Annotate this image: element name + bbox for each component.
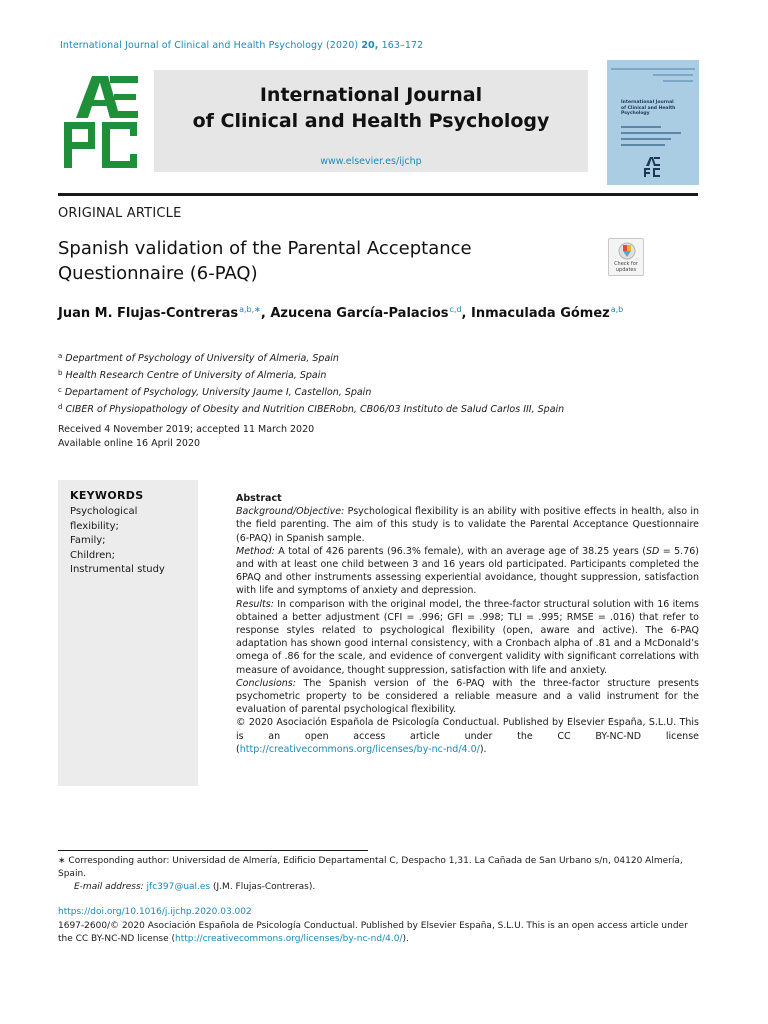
footnote-divider: [58, 850, 368, 851]
cover-title-line2: of Clinical and Health Psychology: [621, 105, 676, 116]
email-label: E-mail address:: [74, 882, 144, 892]
affiliation-text: Departament of Psychology, University Jaume I, Castellon, Spain: [64, 387, 372, 398]
cover-strip: [621, 132, 681, 134]
cover-title: [621, 100, 695, 117]
doi-link[interactable]: https://doi.org/10.1016/j.ijchp.2020.03.002: [58, 907, 252, 917]
cover-strip: [621, 126, 661, 128]
journal-cover-thumbnail: [607, 60, 699, 185]
author-name: Juan M. Flujas-Contreras: [58, 306, 239, 321]
cover-strip: [621, 144, 665, 146]
masthead-divider: [58, 193, 698, 196]
abstract-method-label: Method:: [236, 545, 275, 557]
article-section-label: ORIGINAL ARTICLE: [58, 206, 182, 221]
abstract-background: [236, 505, 699, 545]
affiliation-text: CIBER of Physiopathology of Obesity and Nutrition CIBERobn, CB06/03 Instituto de Salud Carlos III, Spain: [65, 404, 565, 415]
cover-logo-icon: [643, 156, 663, 178]
author-name: Inmaculada Gómez: [471, 306, 610, 321]
abstract-method-sd: SD: [645, 545, 660, 557]
abstract-background-text: Psychological flexibility is an ability with positive effects in health, also in the field parenting. The aim of this study is to validate the Parental Acceptance Questionnaire (6-PAQ) in Spanish sample.: [236, 506, 699, 544]
corresponding-author-text: Corresponding author: Universidad de Almería, Edificio Departamental C, Despacho 1,31. La Cañada de San Urbano s/n, 04120 Almería, Spain.: [58, 856, 683, 879]
masthead-title-line2: of Clinical and Health Psychology: [192, 110, 550, 132]
abstract-copyright-end: ).: [479, 743, 487, 755]
journal-name: International Journal of Clinical and Health Psychology (2020): [60, 40, 359, 51]
masthead-title: [154, 82, 588, 134]
abstract-copyright-text: © 2020 Asociación Española de Psicología Conductual. Published by Elsevier España, S.L.U. This is an open access article under the CC BY-NC-ND license (: [236, 717, 699, 755]
abstract-method-text-cont: = 5.76) and with at least one child between 3 and 16 years old participated. Participants completed the 6PAQ and other instruments assessing experiential avoidance, thought suppression, satisfaction with life and symptoms of anxiety and depression.: [236, 545, 699, 597]
masthead-title-line1: International Journal: [259, 84, 483, 106]
article-title-line1: Spanish validation of the Parental Acceptance: [58, 238, 472, 259]
aepc-logo-icon: [58, 70, 154, 172]
crossmark-label-line2: updates: [615, 267, 637, 273]
keyword-item: Psychological: [70, 506, 138, 517]
abstract-conclusions-label: Conclusions:: [236, 677, 296, 689]
email-link[interactable]: jfc397@ual.es: [146, 882, 211, 892]
footer-copyright-text: 1697-2600/© 2020 Asociación Española de Psicología Conductual. Published by Elsevier España, S.L.U. This is an open access article under the CC BY-NC-ND license (: [58, 921, 688, 944]
author-affiliation-marks[interactable]: a,b: [610, 305, 624, 314]
crossmark-icon: [618, 242, 636, 260]
affiliation-text: Health Research Centre of University of Almeria, Spain: [65, 370, 327, 381]
abstract-method: [236, 545, 699, 598]
author-affiliation-marks[interactable]: a,b,∗: [239, 305, 261, 314]
abstract-results-label: Results:: [236, 598, 274, 610]
abstract-copyright: [236, 716, 699, 756]
footnote-star: ∗: [58, 856, 66, 866]
author-separator: ,: [260, 306, 271, 321]
abstract-background-label: Background/Objective:: [236, 506, 345, 518]
author-list: [58, 305, 698, 321]
keyword-item: Instrumental study: [70, 564, 165, 575]
author-separator: ,: [461, 306, 471, 321]
abstract-heading: Abstract: [236, 493, 282, 504]
author-affiliation-marks[interactable]: c,d: [449, 305, 462, 314]
cover-strip: [611, 68, 695, 70]
journal-pages: 163–172: [381, 40, 424, 51]
abstract-license-link[interactable]: http://creativecommons.org/licenses/by-nc-nd/4.0/: [239, 743, 480, 755]
journal-masthead: [58, 70, 588, 172]
keyword-item: Children;: [70, 549, 115, 561]
masthead-banner: [154, 70, 588, 172]
masthead-url-link[interactable]: www.elsevier.es/ijchp: [320, 156, 422, 167]
crossmark-label-line1: Check for: [614, 261, 638, 267]
corresponding-author-footnote: [58, 855, 698, 894]
affiliation-item: [58, 383, 698, 400]
keyword-item: Family;: [70, 535, 106, 546]
abstract-results-text: In comparison with the original model, the three-factor structural solution with 16 items obtained a better adjustment (CFI = .996; GFI = .998; TLI = .995; RMSE = .016) that refer to response styles related to psychological flexibility (open, aware and active). The 6-PAQ adaptation has shown good internal consistency, with a Cronbach alpha of .81 and a McDonald’s omega of .86 for the scale, and evidence of convergent validity with significant correlations with measure of avoidance, thought suppression, satisfaction with life and anxiety.: [236, 598, 699, 676]
affiliation-mark: c: [58, 386, 62, 394]
keywords-heading: KEYWORDS: [70, 489, 144, 502]
abstract-conclusions: [236, 677, 699, 717]
article-title: [58, 236, 578, 286]
crossmark-label: [609, 261, 643, 273]
affiliation-list: [58, 349, 698, 417]
affiliation-mark: b: [58, 369, 63, 377]
affiliation-item: [58, 366, 698, 383]
author-name: Azucena García-Palacios: [270, 306, 449, 321]
affiliation-text: Department of Psychology of University of Almeria, Spain: [65, 353, 339, 364]
abstract-results: [236, 598, 699, 677]
received-date: Received 4 November 2019; accepted 11 March 2020: [58, 424, 315, 435]
article-title-line2: Questionnaire (6-PAQ): [58, 263, 258, 284]
cover-title-line1: International Journal: [621, 100, 674, 105]
footer-copyright: [58, 920, 700, 946]
affiliation-item: [58, 349, 698, 366]
article-history: [58, 423, 558, 451]
footer-license-link[interactable]: http://creativecommons.org/licenses/by-nc-nd/4.0/: [175, 934, 403, 944]
online-date: Available online 16 April 2020: [58, 438, 201, 449]
footer-copyright-end: ).: [402, 934, 409, 944]
abstract-conclusions-text: The Spanish version of the 6-PAQ with the three-factor structure presents psychometric property to be considered a reliable measure and a valid instrument for the evaluation of parental psychological flexibility.: [236, 677, 699, 716]
abstract-section: [236, 492, 699, 756]
cover-strip: [653, 74, 693, 76]
email-owner: (J.M. Flujas-Contreras).: [213, 882, 316, 892]
cover-strip: [621, 138, 671, 140]
email-line: [58, 881, 698, 894]
abstract-method-text: A total of 426 parents (96.3% female), with an average age of 38.25 years (: [278, 545, 646, 557]
affiliation-mark: a: [58, 352, 63, 360]
check-for-updates-button[interactable]: [608, 238, 644, 276]
keyword-item: flexibility;: [70, 520, 119, 532]
journal-citation-line: [60, 40, 423, 51]
cover-strip: [663, 80, 693, 82]
corresponding-author: [58, 855, 698, 881]
keywords-panel: [58, 480, 198, 786]
journal-volume: 20,: [361, 40, 379, 51]
affiliation-item: [58, 400, 698, 417]
affiliation-mark: d: [58, 403, 63, 411]
